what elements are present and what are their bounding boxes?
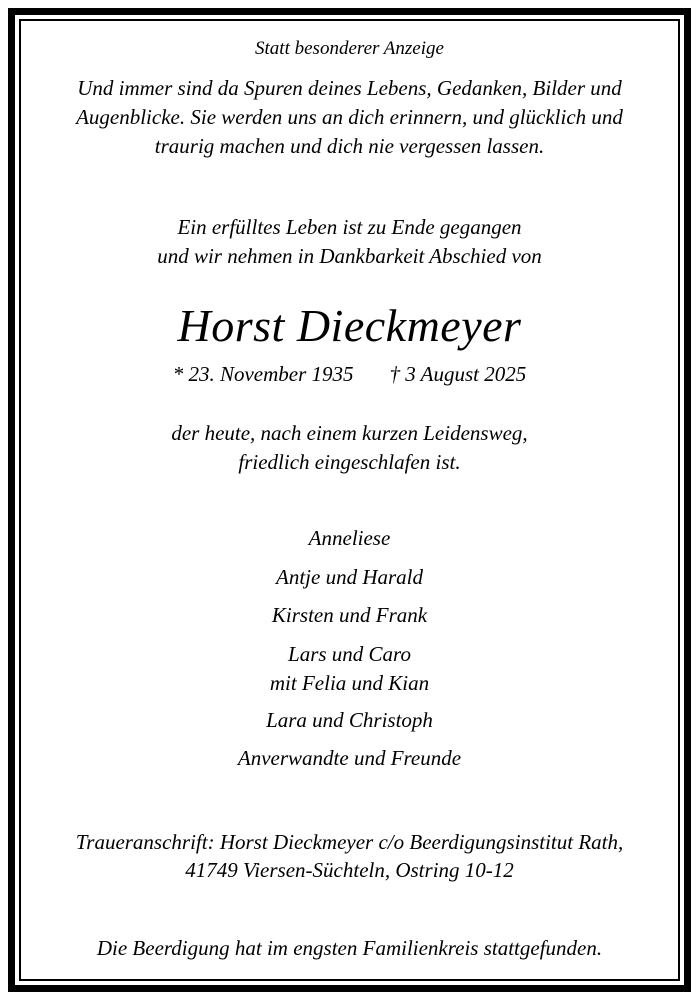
mourner-name: Anverwandte und Freunde <box>237 746 462 770</box>
funeral-note: Die Beerdigung hat im engsten Familienkreis stattgefunden. <box>96 936 603 960</box>
mourner-name: Anneliese <box>308 526 391 550</box>
birth-date: * 23. November 1935 <box>172 362 354 386</box>
deceased-name: Horst Dieckmeyer <box>177 300 522 351</box>
mourner-name: Lara und Christoph <box>266 708 433 732</box>
passing-line: friedlich eingeschlafen ist. <box>238 450 461 474</box>
mourner-name: Lars und Caro <box>288 642 411 666</box>
address-line: Traueranschrift: Horst Dieckmeyer c/o Beerdigungsinstitut Rath, <box>75 830 624 854</box>
mourner-name: Antje und Harald <box>276 565 423 589</box>
verse-line: traurig machen und dich nie vergessen lassen. <box>154 134 545 158</box>
verse-line: Augenblicke. Sie werden uns an dich erinnern, und glücklich und <box>76 105 623 129</box>
life-dates <box>0 361 699 387</box>
intro-line: und wir nehmen in Dankbarkeit Abschied von <box>157 244 542 268</box>
notice-heading: Statt besonderer Anzeige <box>255 38 444 59</box>
intro-line: Ein erfülltes Leben ist zu Ende gegangen <box>177 215 522 239</box>
mourner-name: Kirsten und Frank <box>271 603 428 627</box>
mourner-name: mit Felia und Kian <box>269 671 430 695</box>
death-date: † 3 August 2025 <box>389 362 527 386</box>
verse-line: Und immer sind da Spuren deines Lebens, Gedanken, Bilder und <box>77 76 622 100</box>
address-line: 41749 Viersen-Süchteln, Ostring 10-12 <box>185 858 514 882</box>
passing-line: der heute, nach einem kurzen Leidensweg, <box>171 421 528 445</box>
